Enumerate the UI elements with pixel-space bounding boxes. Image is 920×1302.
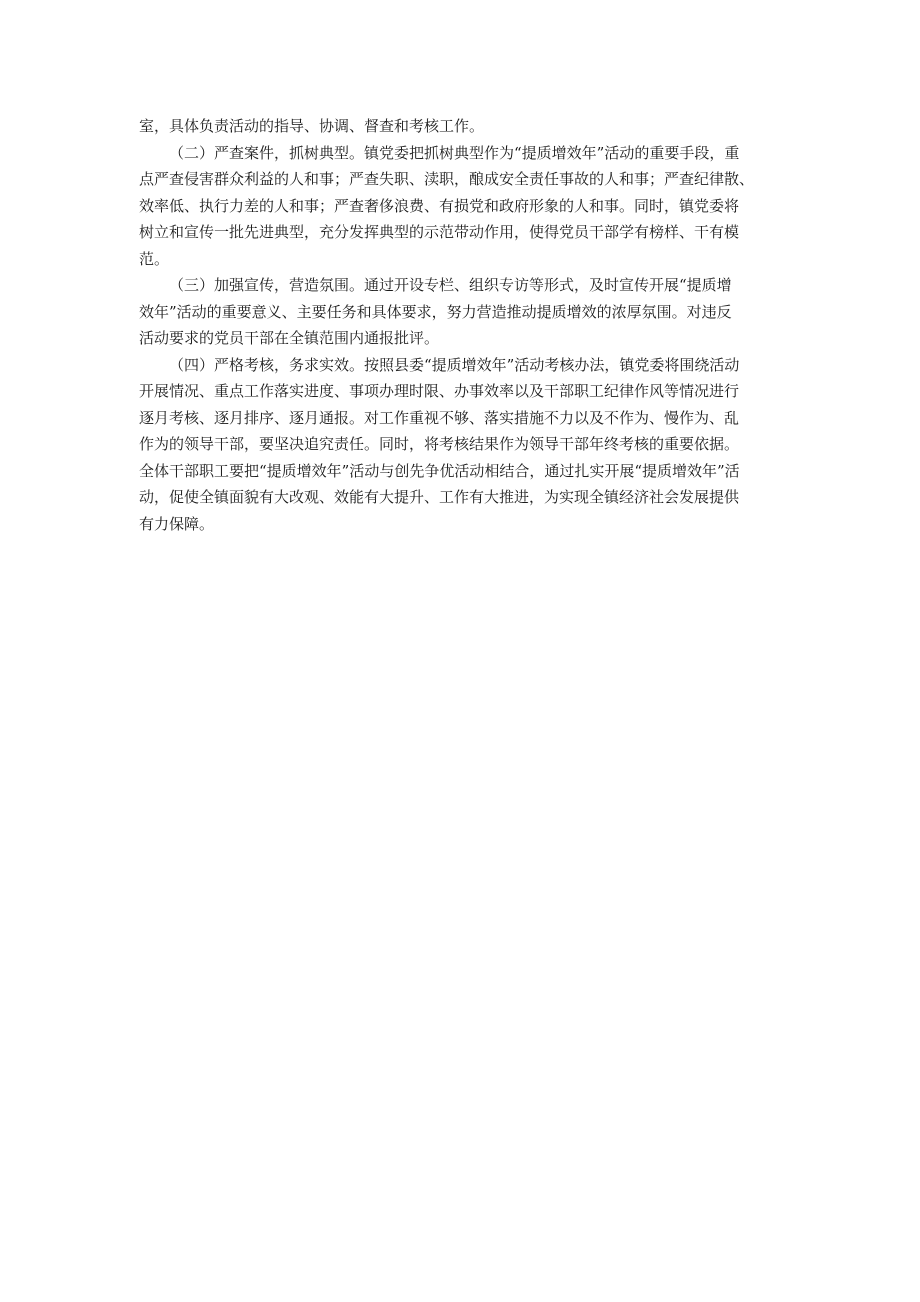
text-line: 动，促使全镇面貌有大改观、效能有大提升、工作有大推进，为实现全镇经济社会发展提供 <box>139 488 740 506</box>
text-line: 开展情况、重点工作落实进度、事项办理时限、办事效率以及干部职工纪律作风等情况进行 <box>139 382 740 400</box>
text-line: 点严查侵害群众利益的人和事；严查失职、渎职，酿成安全责任事故的人和事；严查纪律散、 <box>139 170 755 188</box>
document-body <box>139 113 799 537</box>
text-line: （四）严格考核，务求实效。按照县委“提质增效年”活动考核办法，镇党委将围绕活动 <box>169 355 740 374</box>
text-line: 室，具体负责活动的指导、协调、督查和考核工作。 <box>139 117 485 135</box>
text-line: 有力保障。 <box>139 514 215 533</box>
text-line: 全体干部职工要把“提质增效年”活动与创先争优活动相结合，通过扎实开展“提质增效年”活 <box>139 461 740 480</box>
text-line: 范。 <box>139 249 170 268</box>
text-line: 作为的领导干部，要坚决追究责任。同时，将考核结果作为领导干部年终考核的重要依据。 <box>139 435 740 453</box>
text-line: 树立和宣传一批先进典型，充分发挥典型的示范带动作用，使得党员干部学有榜样、干有模 <box>139 223 740 241</box>
text-line: 活动要求的党员干部在全镇范围内通报批评。 <box>139 329 440 347</box>
text-line: （二）严查案件，抓树典型。镇党委把抓树典型作为“提质增效年”活动的重要手段，重 <box>169 143 740 162</box>
text-line: 逐月考核、逐月排序、逐月通报。对工作重视不够、落实措施不力以及不作为、慢作为、乱 <box>139 408 740 427</box>
text-line: （三）加强宣传，营造氛围。通过开设专栏、组织专访等形式，及时宣传开展“提质增 <box>169 276 732 294</box>
text-line: 效年”活动的重要意义、主要任务和具体要求，努力营造推动提质增效的浓厚氛围。对违反 <box>139 302 732 321</box>
text-line: 效率低、执行力差的人和事；严查奢侈浪费、有损党和政府形象的人和事。同时，镇党委将 <box>139 196 740 215</box>
